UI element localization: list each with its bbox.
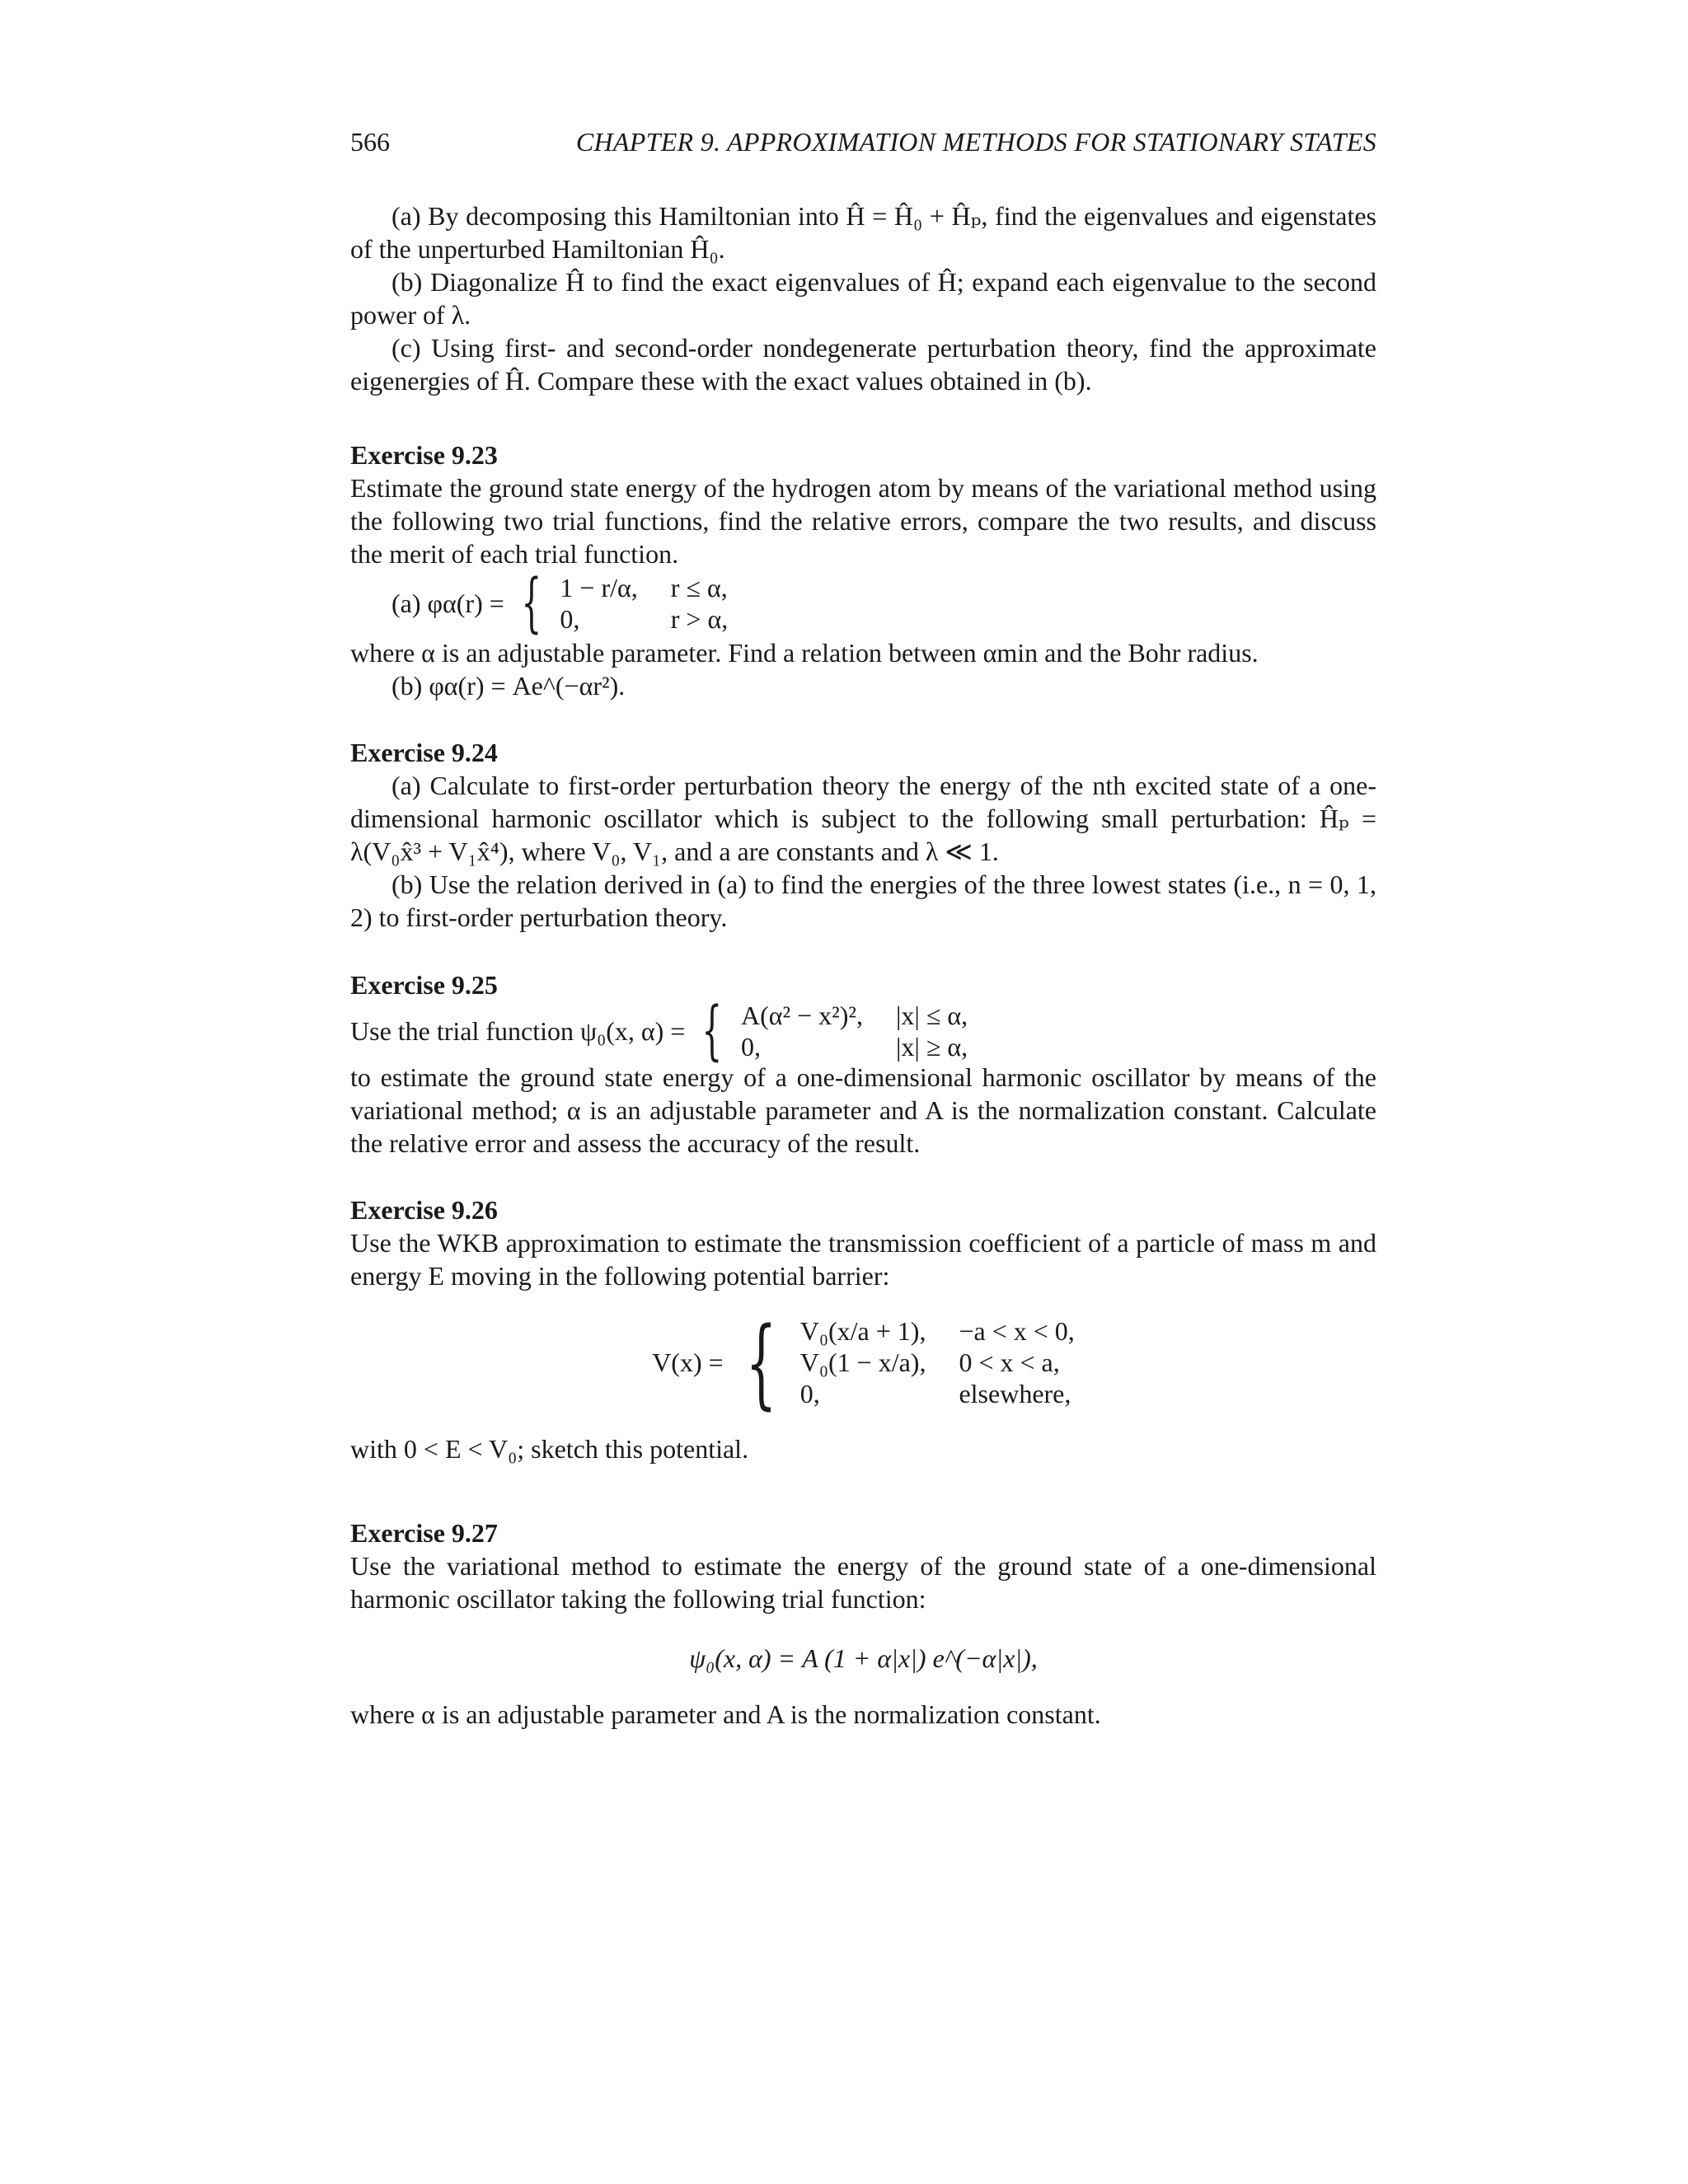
exercise-part-b: (b) Use the relation derived in (a) to find the energies of the three lowest states (i.e., n = 0, 1, 2) to first-order perturbation theory. (350, 869, 1376, 932)
case-expr: 0, (799, 1379, 820, 1408)
equation: ψ₀(x, α) = A (1 + α|x|) e^(−α|x|), (689, 1643, 1038, 1673)
exercise-text-after: where α is an adjustable parameter and A is the normalization constant. (350, 1699, 1101, 1729)
running-head: CHAPTER 9. APPROXIMATION METHODS FOR STATIONARY STATES (575, 127, 1376, 157)
case-expr: V₀(x/a + 1), (799, 1316, 926, 1346)
left-brace: { (701, 994, 723, 1068)
case-expr: V₀(1 − x/a), (799, 1347, 926, 1377)
case-cond: r ≤ α, (670, 573, 728, 602)
page-number: 566 (350, 127, 390, 157)
cases (800, 1315, 1075, 1409)
cases (560, 572, 728, 635)
exercise-text-after: to estimate the ground state energy of a one-dimensional harmonic oscillator by means of the variational method; α is an adjustable parameter and A is the normalization constant. Calculate the relative error and assess the accuracy of the result. (350, 1062, 1376, 1158)
exercise-text: Estimate the ground state energy of the hydrogen atom by means of the variational method using the following two trial functions, find the relative errors, compare the two results, and discuss the merit of each trial function. (350, 473, 1376, 569)
page-header (350, 125, 1376, 162)
intro-part-c: (c) Using first- and second-order nondegenerate perturbation theory, find the approximate eigenergies of Ĥ. Compare these with the exact values obtained in (b). (350, 333, 1376, 396)
exercise-title: Exercise 9.23 (350, 440, 498, 470)
trial-function-equation (350, 1638, 1376, 1678)
intro-part-b: (b) Diagonalize Ĥ to find the exact eigenvalues of Ĥ; expand each eigenvalue to the second power of λ. (350, 267, 1376, 330)
exercise-9-23 (350, 438, 1376, 702)
equation-lhs: (a) φα(r) = (392, 588, 504, 618)
case-cond: |x| ≥ α, (896, 1032, 968, 1062)
case-expr: 0, (560, 604, 580, 634)
equation-lhs: V(x) = (652, 1347, 724, 1377)
piecewise-psi (350, 994, 1376, 1068)
exercise-part-b: (b) φα(r) = Ae^(−αr²). (392, 671, 626, 701)
cases (741, 1000, 968, 1062)
equation-lhs: Use the trial function ψ₀(x, α) = (350, 1016, 686, 1046)
left-brace: { (521, 566, 542, 640)
exercise-9-25 (350, 968, 1376, 1160)
case-cond: r > α, (670, 604, 729, 634)
case-cond: 0 < x < a, (959, 1347, 1060, 1377)
piecewise-potential (350, 1305, 1376, 1419)
case-expr: A(α² − x²)², (740, 1001, 863, 1030)
exercise-text-after: with 0 < E < V₀; sketch this potential. (350, 1434, 749, 1464)
exercise-9-24 (350, 736, 1376, 934)
exercise-title: Exercise 9.24 (350, 738, 498, 767)
exercise-part-a: (a) Calculate to first-order perturbation theory the energy of the nth excited state of a one-dimensional harmonic oscillator which is subject to the following small perturbation: Ĥₚ = λ(V₀x̂³ + V₁x̂⁴), where V₀, V₁, and a are constants and λ ≪ 1. (350, 771, 1376, 866)
case-cond: |x| ≤ α, (896, 1001, 968, 1030)
exercise-title: Exercise 9.26 (350, 1195, 498, 1225)
case-expr: 1 − r/α, (560, 573, 638, 602)
exercise-text-after: where α is an adjustable parameter. Find a relation between αmin and the Bohr radius. (350, 638, 1259, 668)
case-cond: elsewhere, (959, 1379, 1071, 1408)
exercise-title: Exercise 9.27 (350, 1518, 498, 1548)
exercise-9-27 (350, 1516, 1376, 1731)
case-cond: −a < x < 0, (959, 1316, 1075, 1346)
exercise-text: Use the WKB approximation to estimate the transmission coefficient of a particle of mass m and energy E moving in the following potential barrier: (350, 1228, 1376, 1291)
piecewise-phi-a (392, 566, 1376, 640)
case-expr: 0, (740, 1032, 761, 1062)
exercise-text: Use the variational method to estimate the energy of the ground state of a one-dimensional harmonic oscillator taking the following trial function: (350, 1551, 1376, 1614)
exercise-title: Exercise 9.25 (350, 970, 498, 1000)
left-brace: { (745, 1305, 776, 1419)
intro-parts (350, 199, 1376, 397)
exercise-9-26 (350, 1193, 1376, 1465)
intro-part-a: (a) By decomposing this Hamiltonian into Ĥ = Ĥ₀ + Ĥₚ, find the eigenvalues and eigenstates of the unperturbed Hamiltonian Ĥ₀. (350, 201, 1376, 264)
